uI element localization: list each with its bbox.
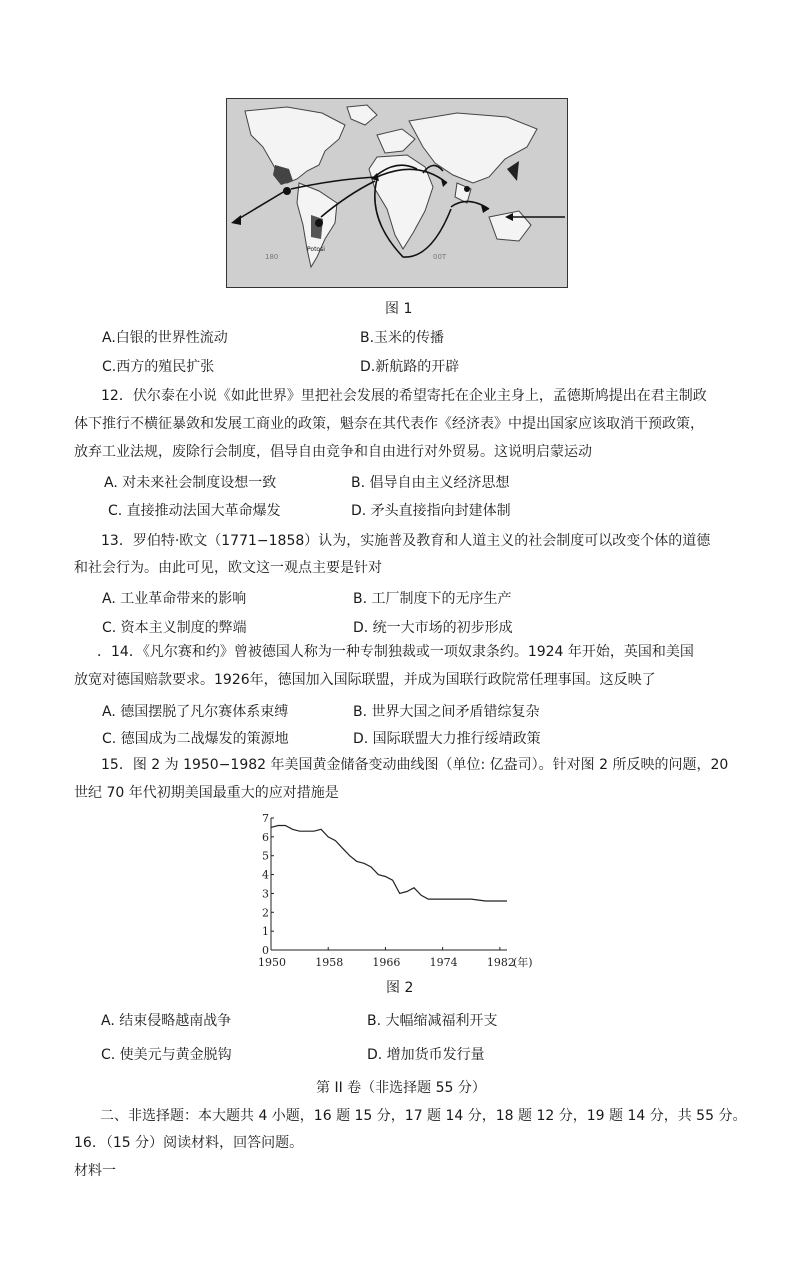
figure2-chart — [255, 810, 545, 982]
q12-option-b: B. 倡导自由主义经济思想 — [351, 475, 510, 491]
q13-option-d: D. 统一大市场的初步形成 — [353, 620, 513, 636]
q15-option-b: B. 大幅缩减福利开支 — [367, 1013, 498, 1029]
q12-option-a: A. 对未来社会制度设想一致 — [104, 475, 277, 491]
y-tick-label: 7 — [262, 812, 269, 825]
x-tick-label: 1982 — [486, 956, 515, 969]
x-axis-label: (年) — [513, 956, 533, 969]
q12-line-3: 放弃工业法规，废除行会制度，倡导自由竞争和自由进行对外贸易。这说明启蒙运动 — [74, 444, 592, 460]
q13-option-b: B. 工厂制度下的无序生产 — [353, 591, 512, 607]
q14-option-d: D. 国际联盟大力推行绥靖政策 — [353, 731, 541, 747]
q13-option-c: C. 资本主义制度的弊端 — [102, 620, 247, 636]
figure2-caption: 图 2 — [386, 980, 414, 996]
figure1-map — [226, 98, 568, 288]
q11-option-d: D.新航路的开辟 — [360, 359, 460, 375]
x-tick-label: 1950 — [258, 956, 286, 969]
q12-line-2: 体下推行不横征暴敛和发展工商业的政策，魁奈在其代表作《经济表》中提出国家应该取消干预政策， — [74, 416, 704, 432]
y-tick-label: 3 — [262, 887, 269, 901]
series-line-gold-reserve — [271, 826, 507, 902]
q12-line-1: 12．伏尔泰在小说《如此世界》里把社会发展的希望寄托在企业主身上，孟德斯鸠提出在君主制政 — [101, 388, 707, 404]
q15-line-2: 世纪 70 年代初期美国最重大的应对措施是 — [74, 785, 339, 801]
figure1-caption: 图 1 — [385, 301, 413, 317]
y-tick-label: 5 — [262, 849, 269, 863]
q11-option-c: C.西方的殖民扩张 — [102, 359, 215, 375]
q12-option-d: D. 矛头直接指向封建体制 — [351, 503, 511, 519]
y-tick-label: 0 — [262, 944, 269, 957]
q13-line-1: 13．罗伯特·欧文（1771−1858）认为，实施普及教育和人道主义的社会制度可以改变个体的道德 — [101, 533, 711, 549]
q15-option-a: A. 结束侵略越南战争 — [101, 1013, 232, 1029]
q15-option-c: C. 使美元与黄金脱钩 — [101, 1047, 232, 1063]
q14-option-c: C. 德国成为二战爆发的策源地 — [102, 731, 289, 747]
q11-option-a: A.白银的世界性流动 — [102, 330, 228, 346]
map-code-right: 00T — [433, 253, 447, 261]
part2-title: 第 II 卷（非选择题 55 分） — [316, 1080, 486, 1096]
q14-option-a: A. 德国摆脱了凡尔赛体系束缚 — [102, 704, 289, 720]
q14-line-2: 放宽对德国赔款要求。1926年，德国加入国际联盟，并成为国联行政院常任理事国。这反映了 — [74, 672, 656, 688]
y-tick-label: 4 — [262, 868, 269, 882]
q13-option-a: A. 工业革命带来的影响 — [102, 591, 247, 607]
q14-line-1: ．14．《凡尔赛和约》曾被德国人称为一种专制独裁或一项奴隶条约。1924 年开始，英国和美国 — [97, 644, 694, 660]
q11-option-b: B.玉米的传播 — [360, 330, 445, 346]
q15-line-1: 15．图 2 为 1950−1982 年美国黄金储备变动曲线图（单位: 亿盎司）。针对图 2 所反映的问题，20 — [101, 757, 729, 773]
x-tick-label: 1966 — [372, 956, 401, 969]
q12-option-c: C. 直接推动法国大革命爆发 — [108, 503, 281, 519]
x-tick-label: 1974 — [429, 956, 458, 969]
part2-intro: 二、非选择题：本大题共 4 小题，16 题 15 分，17 题 14 分，18 题 12 分，19 题 14 分，共 55 分。 — [100, 1108, 747, 1124]
q15-option-d: D. 增加货币发行量 — [367, 1047, 485, 1063]
world-map-illustration — [227, 99, 567, 287]
map-label-potosi: Potosi — [307, 246, 325, 253]
y-tick-label: 1 — [262, 925, 269, 939]
x-tick-label: 1958 — [315, 956, 344, 969]
q13-line-2: 和社会行为。由此可见，欧文这一观点主要是针对 — [74, 560, 382, 576]
material-one-label: 材料一 — [74, 1163, 116, 1179]
y-tick-label: 2 — [262, 906, 269, 920]
q16-heading: 16．（15 分）阅读材料，回答问题。 — [74, 1135, 304, 1151]
q14-option-b: B. 世界大国之间矛盾错综复杂 — [353, 704, 540, 720]
map-code-left: 180 — [265, 253, 279, 261]
y-tick-label: 6 — [262, 830, 269, 844]
gold-reserve-line-chart — [255, 810, 545, 982]
